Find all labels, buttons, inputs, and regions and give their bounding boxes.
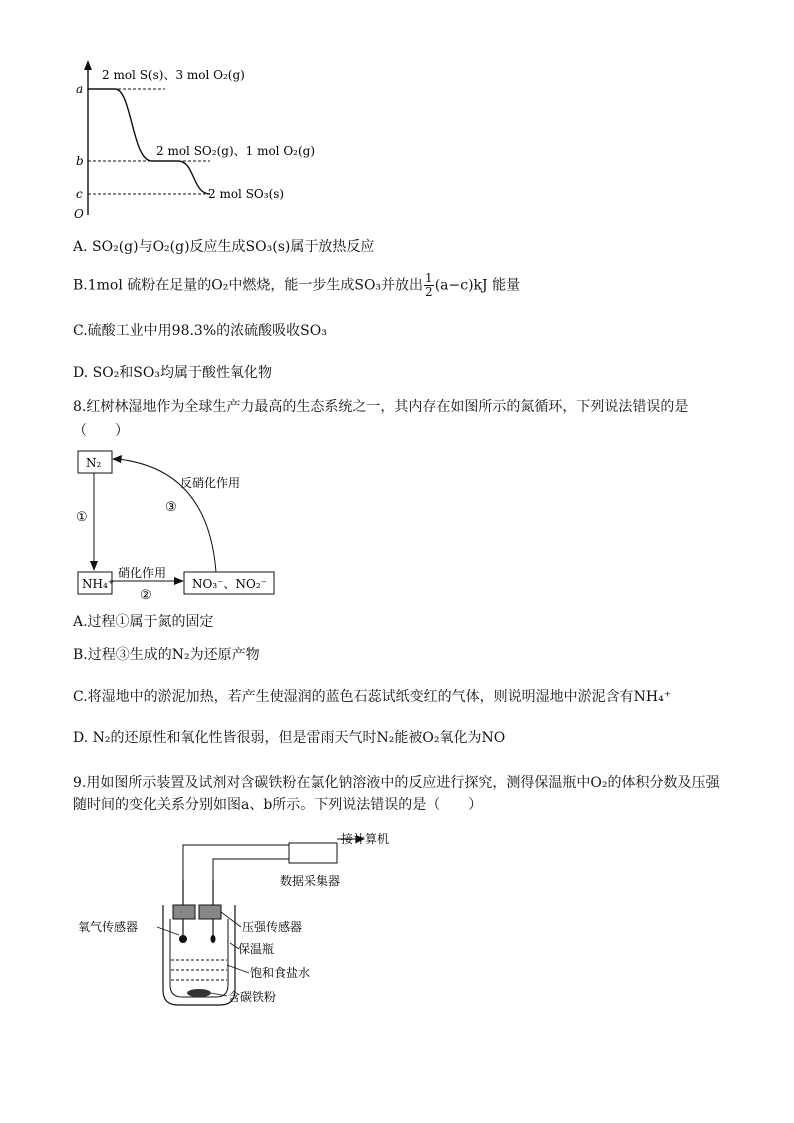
- level-a-label: a: [76, 82, 84, 96]
- fraction-denominator: 2: [425, 285, 433, 299]
- iron-powder-label: 含碳铁粉: [228, 990, 277, 1004]
- q8-stem: 8.红树林湿地作为全球生产力最高的生态系统之一，其内存在如图所示的氮循环，下列说法错误的是: [73, 399, 689, 415]
- origin-label: O: [74, 207, 84, 221]
- energy-level-diagram: [70, 60, 330, 225]
- level-mid-text: 2 mol SO₂(g)、1 mol O₂(g): [156, 144, 316, 158]
- data-collector-label: 数据采集器: [280, 874, 341, 888]
- oxygen-sensor-label: 氧气传感器: [78, 920, 139, 934]
- q7-option-b-fraction: [424, 272, 434, 299]
- q7-option-a: A. SO₂(g)与O₂(g)反应生成SO₃(s)属于放热反应: [73, 239, 375, 255]
- q8-option-c: C.将湿地中的淤泥加热，若产生使湿润的蓝色石蕊试纸变红的气体，则说明湿地中淤泥含有NH₄⁺: [73, 689, 672, 705]
- pressure-sensor-label: 压强传感器: [242, 920, 303, 934]
- q7-option-b-post: (a−c)kJ 能量: [434, 277, 521, 294]
- q7-option-b-pre: B.1mol 硫粉在足量的O₂中燃烧，能一步生成SO₃并放出: [73, 277, 424, 294]
- nitrification-label: 硝化作用: [118, 566, 167, 580]
- q9-stem: 9.用如图所示装置及试剂对含碳铁粉在氯化钠溶液中的反应进行探究，测得保温瓶中O₂的体积分数及压强随时间的变化关系分别如图a、b所示。下列说法错误的是（ ）: [73, 775, 720, 813]
- to-computer-label: 接计算机: [341, 832, 390, 846]
- n2-box-label: N₂: [86, 456, 102, 470]
- step2-label: ②: [140, 588, 152, 600]
- step1-label: ①: [76, 510, 88, 525]
- level-b-label: b: [76, 154, 84, 168]
- fraction-numerator: 1: [425, 271, 433, 285]
- q8-option-b: B.过程③生成的N₂为还原产物: [73, 647, 260, 663]
- level-bottom-text: 2 mol SO₃(s): [208, 187, 285, 201]
- q7-option-c: C.硫酸工业中用98.3%的浓硫酸吸收SO₃: [73, 323, 327, 339]
- q7-option-d: D. SO₂和SO₃均属于酸性氧化物: [73, 365, 272, 381]
- q8-paren: （ ）: [73, 423, 129, 439]
- level-c-label: c: [76, 187, 83, 201]
- nitrate-nitrite-box-label: NO₃⁻、NO₂⁻: [192, 577, 267, 591]
- nh4-box-label: NH₄⁺: [82, 577, 115, 591]
- thermos-apparatus-diagram: [75, 825, 435, 1015]
- level-top-text: 2 mol S(s)、3 mol O₂(g): [102, 68, 245, 82]
- brine-label: 饱和食盐水: [250, 966, 311, 980]
- q8-option-d: D. N₂的还原性和氧化性皆很弱，但是雷雨天气时N₂能被O₂氧化为NO: [73, 730, 506, 746]
- denitrification-label: 反硝化作用: [180, 476, 241, 490]
- q7-option-b: [73, 272, 520, 299]
- q8-option-a: A.过程①属于氮的固定: [73, 614, 214, 630]
- step3-label: ③: [165, 500, 177, 515]
- nitrogen-cycle-diagram: [70, 445, 290, 600]
- thermos-label: 保温瓶: [238, 942, 275, 956]
